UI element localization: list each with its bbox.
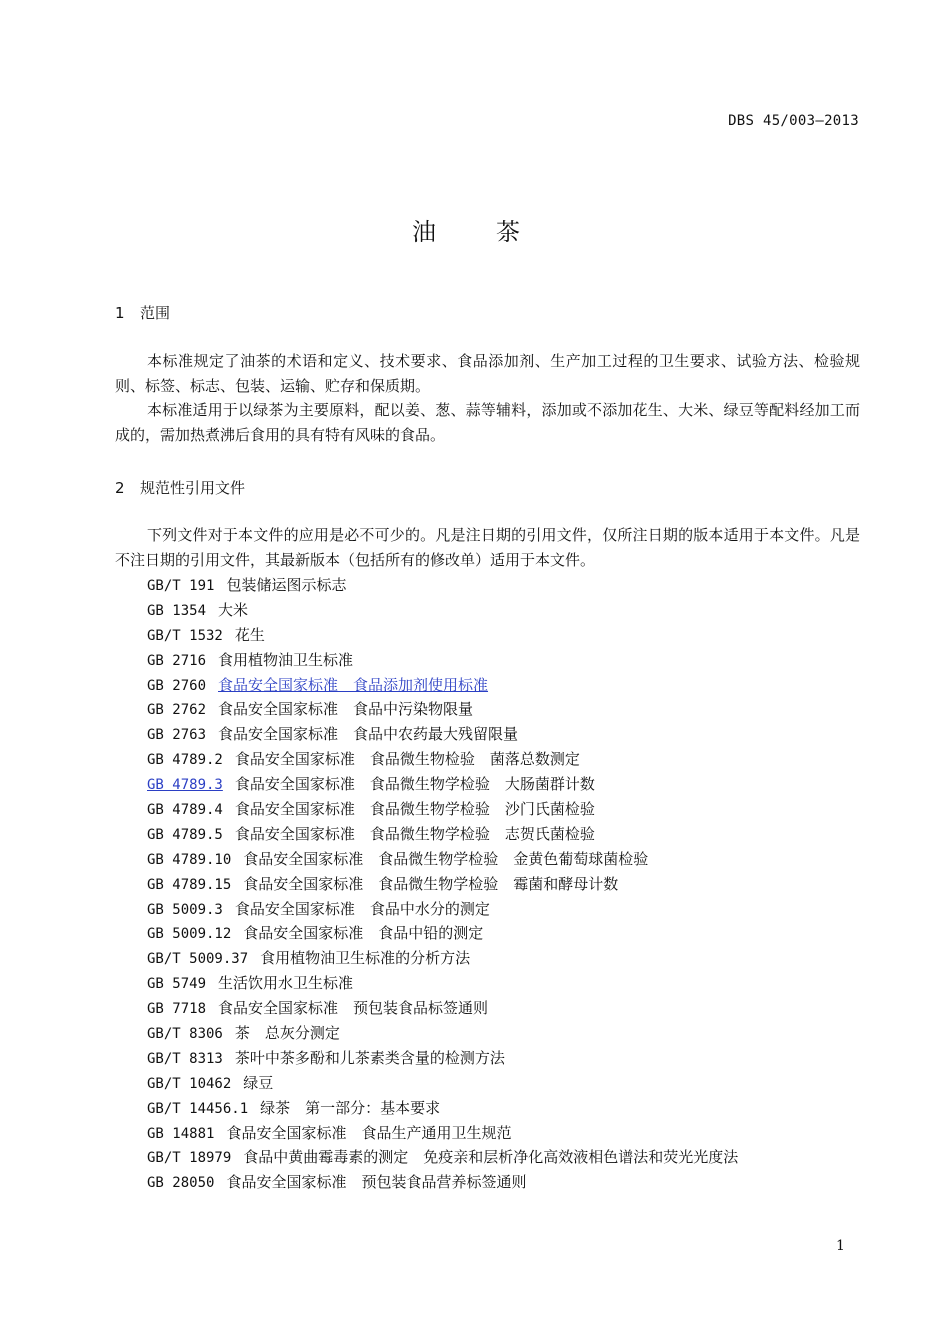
reference-code: GB 4789.2 xyxy=(147,752,223,769)
reference-item xyxy=(147,971,738,996)
section-title: 规范性引用文件 xyxy=(140,479,246,497)
reference-title: 大米 xyxy=(218,600,249,619)
reference-code: GB/T 191 xyxy=(147,578,215,594)
reference-code-link[interactable]: GB 4789.3 xyxy=(147,777,223,794)
reference-code: GB 5009.12 xyxy=(147,926,232,943)
reference-item xyxy=(147,1021,738,1046)
reference-title: 食品安全国家标准 食品中农药最大残留限量 xyxy=(218,725,519,744)
reference-code: GB 1354 xyxy=(147,602,207,619)
reference-title: 绿茶 第一部分：基本要求 xyxy=(260,1098,441,1117)
reference-code: GB 5009.3 xyxy=(147,901,223,918)
references-intro-paragraph: 下列文件对于本文件的应用是必不可少的。凡是注日期的引用文件，仅所注日期的版本适用于本文件。凡是不注日期的引用文件，其最新版本（包括所有的修改单）适用于本文件。 xyxy=(115,526,860,569)
reference-title: 食品安全国家标准 食品中水分的测定 xyxy=(234,899,490,918)
reference-item xyxy=(147,648,738,673)
reference-item xyxy=(147,747,738,772)
reference-title: 食品安全国家标准 预包装食品标签通则 xyxy=(218,999,489,1018)
reference-title: 食品安全国家标准 食品中铅的测定 xyxy=(243,924,484,943)
reference-code: GB 4789.15 xyxy=(147,876,232,893)
reference-title-link[interactable]: 食品安全国家标准 食品添加剂使用标准 xyxy=(218,675,489,694)
reference-item xyxy=(147,573,738,598)
reference-title: 食品安全国家标准 食品生产通用卫生规范 xyxy=(226,1123,512,1142)
scope-paragraph-2: 本标准适用于以绿茶为主要原料，配以姜、葱、蒜等辅料，添加或不添加花生、大米、绿豆等配料经加工而成的，需加热煮沸后食用的具有特有风味的食品。 xyxy=(115,401,860,444)
reference-code: GB/T 8306 xyxy=(147,1026,223,1043)
reference-title: 食用植物油卫生标准 xyxy=(218,650,354,669)
section-heading-scope xyxy=(115,302,170,323)
reference-code: GB 14881 xyxy=(147,1125,215,1142)
section-number: 2 xyxy=(115,479,125,497)
reference-item xyxy=(147,1046,738,1071)
reference-title: 食品安全国家标准 食品微生物学检验 大肠菌群计数 xyxy=(234,775,595,794)
reference-title: 食品安全国家标准 预包装食品营养标签通则 xyxy=(226,1173,527,1192)
reference-code: GB 4789.10 xyxy=(147,851,232,868)
reference-code: GB/T 8313 xyxy=(147,1050,223,1067)
reference-item xyxy=(147,921,738,946)
reference-title: 食品安全国家标准 食品微生物学检验 金黄色葡萄球菌检验 xyxy=(243,849,649,868)
reference-list xyxy=(147,573,738,1195)
reference-code: GB/T 5009.37 xyxy=(147,951,249,968)
reference-item xyxy=(147,673,738,698)
reference-title: 食品中黄曲霉毒素的测定 免疫亲和层析净化高效液相色谱法和荧光光度法 xyxy=(243,1148,739,1167)
reference-code: GB 7718 xyxy=(147,1001,207,1018)
reference-title: 茶叶中茶多酚和儿茶素类含量的检测方法 xyxy=(234,1048,505,1067)
reference-title: 绿豆 xyxy=(243,1073,274,1092)
reference-item xyxy=(147,1170,738,1195)
page-title: 油 茶 xyxy=(412,218,538,246)
reference-title: 食品安全国家标准 食品微生物学检验 霉菌和酵母计数 xyxy=(243,874,619,893)
reference-item xyxy=(147,623,738,648)
reference-item xyxy=(147,1096,738,1121)
reference-code: GB 2716 xyxy=(147,652,207,669)
reference-item xyxy=(147,1145,738,1170)
reference-item xyxy=(147,822,738,847)
reference-title: 食品安全国家标准 食品中污染物限量 xyxy=(218,700,474,719)
reference-title: 食品安全国家标准 食品微生物学检验 沙门氏菌检验 xyxy=(234,800,595,819)
document-code: DBS 45/003—2013 xyxy=(728,113,859,129)
reference-item xyxy=(147,598,738,623)
reference-code: GB/T 10462 xyxy=(147,1075,232,1092)
reference-title: 茶 总灰分测定 xyxy=(234,1024,340,1043)
reference-code: GB/T 18979 xyxy=(147,1150,232,1167)
scope-paragraph-1: 本标准规定了油茶的术语和定义、技术要求、食品添加剂、生产加工过程的卫生要求、试验方法、检验规则、标签、标志、包装、运输、贮存和保质期。 xyxy=(115,352,860,395)
reference-code: GB 2763 xyxy=(147,727,207,744)
reference-code: GB 5749 xyxy=(147,976,207,993)
reference-code: GB 28050 xyxy=(147,1175,215,1192)
section-number: 1 xyxy=(115,304,125,322)
reference-item xyxy=(147,797,738,822)
reference-item xyxy=(147,847,738,872)
reference-code: GB/T 14456.1 xyxy=(147,1100,249,1117)
reference-title: 生活饮用水卫生标准 xyxy=(218,974,354,993)
reference-title: 花生 xyxy=(234,625,265,644)
reference-code: GB/T 1532 xyxy=(147,627,223,644)
reference-code: GB 2762 xyxy=(147,702,207,719)
reference-title: 食品安全国家标准 食品微生物检验 菌落总数测定 xyxy=(234,750,580,769)
reference-item xyxy=(147,722,738,747)
reference-item xyxy=(147,872,738,897)
reference-item xyxy=(147,897,738,922)
reference-item xyxy=(147,996,738,1021)
reference-code: GB 4789.4 xyxy=(147,802,223,819)
reference-code: GB 4789.5 xyxy=(147,826,223,843)
page-number: 1 xyxy=(836,1238,845,1254)
reference-item xyxy=(147,772,738,797)
section-heading-references xyxy=(115,477,245,498)
reference-item xyxy=(147,1121,738,1146)
reference-item xyxy=(147,697,738,722)
reference-code: GB 2760 xyxy=(147,677,207,694)
reference-title: 食用植物油卫生标准的分析方法 xyxy=(260,949,471,968)
reference-item xyxy=(147,1071,738,1096)
reference-item xyxy=(147,946,738,971)
reference-title: 包装储运图示标志 xyxy=(226,576,347,594)
section-title: 范围 xyxy=(140,304,171,322)
reference-title: 食品安全国家标准 食品微生物学检验 志贺氏菌检验 xyxy=(234,824,595,843)
